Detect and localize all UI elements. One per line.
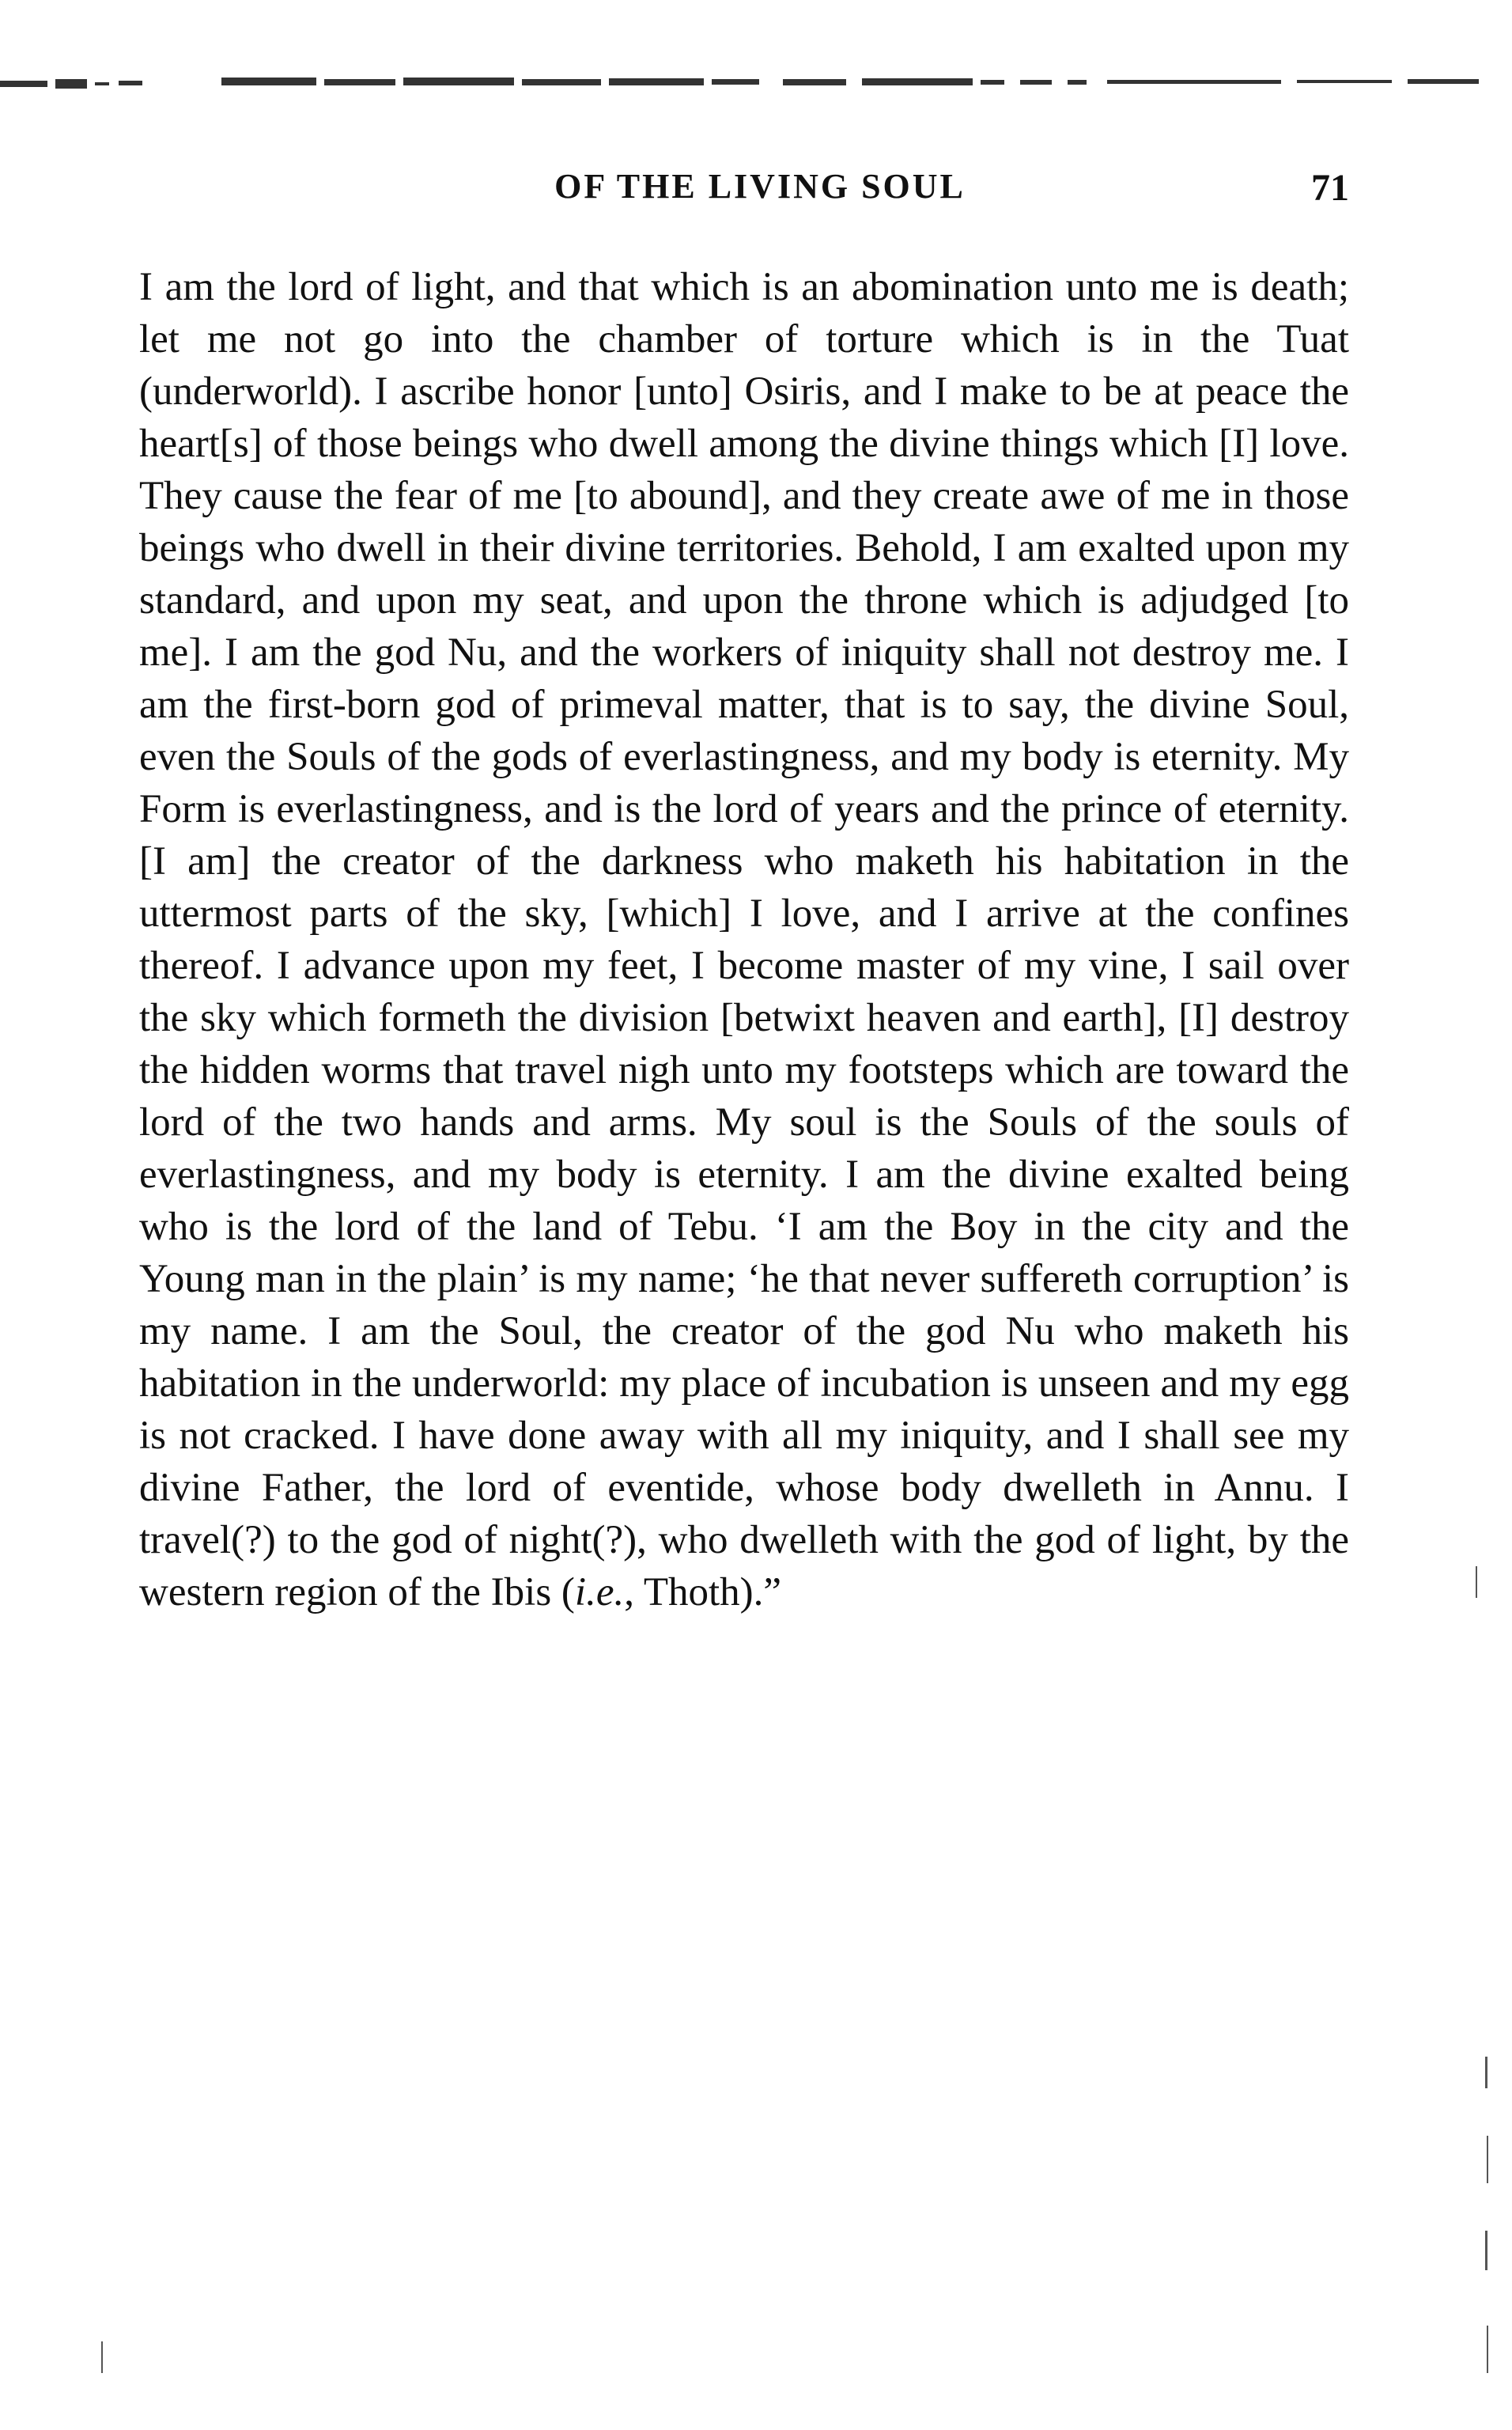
scan-speck — [1485, 2057, 1487, 2088]
italic-abbreviation: i.e. — [574, 1570, 625, 1614]
body-paragraph — [139, 261, 1349, 1618]
body-text-main: I am the lord of light, and that which is an abomination unto me is death; let me not go into the chamber of torture which is in the Tuat (underworld). I ascribe honor [unto] Osiris, and I make to be at peace the heart[s] of those beings who dwell among the divine things which [I] love. They cause the fear of me [to abound], and they create awe of me in those beings who dwell in their divine territories. Behold, I am exalted upon my standard, and upon my seat, and upon the throne which is adjudged [to me]. I am the god Nu, and the workers of iniquity shall not destroy me. I am the first-born god of primeval matter, that is to say, the divine Soul, even the Souls of the gods of everlastingness, and my body is eternity. My Form is everlastingness, and is the lord of years and the prince of eternity. [I am] the creator of the darkness who maketh his habitation in the uttermost parts of the sky, [which] I love, and I arrive at the confines thereof. I advance upon my feet, I become master of my vine, I sail over the sky which formeth the division [betwixt heaven and earth], [I] destroy the hidden worms that travel nigh unto my footsteps which are toward the lord of the two hands and arms. My soul is the Souls of the souls of everlastingness, and my body is eternity. I am the divine exalted being who is the lord of the land of Tebu. ‘I am the Boy in the city and the Young man in the plain’ is my name; ‘he that never suffereth corruption’ is my name. I am the Soul, the creator of the god Nu who maketh his habitation in the underworld: my place of incubation is unseen and my egg is not cracked. I have done away with all my iniquity, and I shall see my divine Father, the lord of eventide, whose body dwelleth in Annu. I travel(?) to the god of night(?), who dwelleth with the god of light, by the western region of the Ibis ( — [139, 265, 1349, 1614]
page-header — [139, 166, 1349, 221]
running-head: OF THE LIVING SOUL — [554, 167, 966, 206]
scan-speck — [1487, 2136, 1488, 2183]
scan-speck — [1476, 1566, 1477, 1598]
scan-artifact-band — [0, 55, 1512, 103]
scan-speck — [101, 2341, 103, 2373]
page-number: 71 — [1311, 167, 1349, 209]
scan-speck — [1485, 2231, 1487, 2270]
scan-speck — [1487, 2326, 1488, 2373]
body-text-end: , Thoth).” — [624, 1570, 782, 1614]
